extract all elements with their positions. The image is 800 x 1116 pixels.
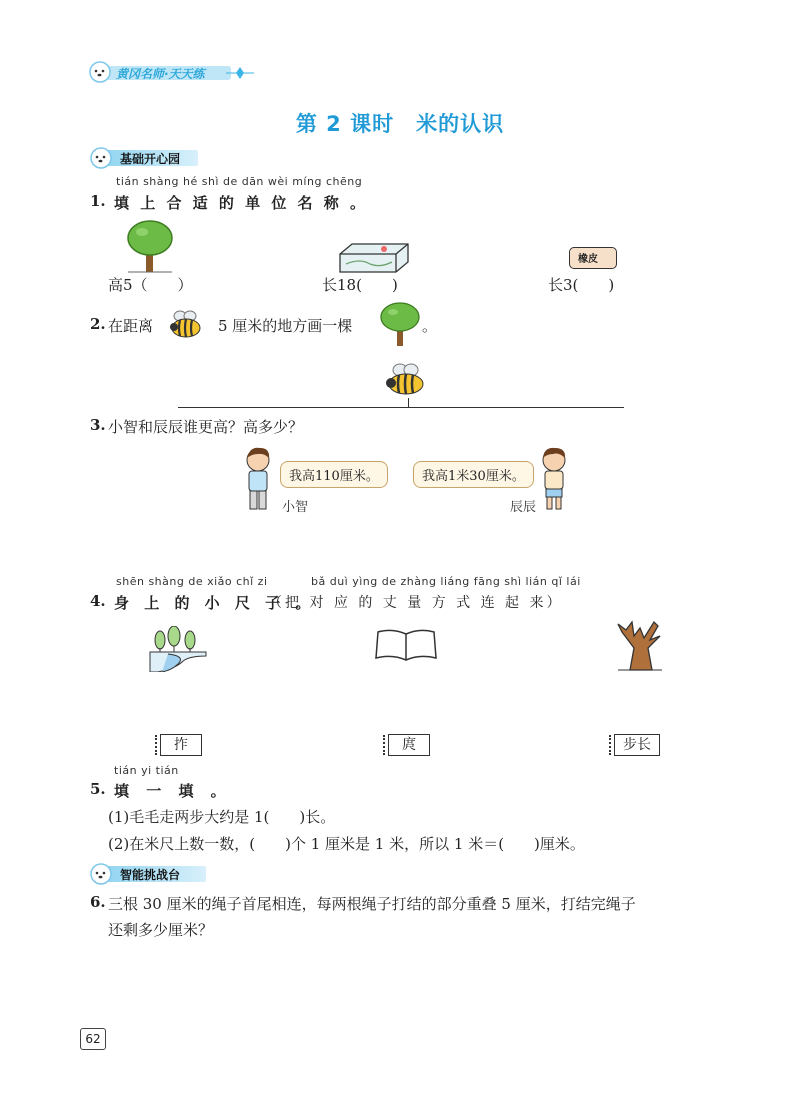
q1-text: 填 上 合 适 的 单 位 名 称 。 bbox=[114, 194, 369, 212]
q2-tick bbox=[408, 398, 409, 407]
q5-number: 5. bbox=[90, 780, 106, 798]
option-zha[interactable]: 拃 bbox=[160, 734, 202, 756]
river-trees-icon bbox=[148, 626, 208, 672]
q2-text-c: 。 bbox=[422, 317, 438, 335]
q1-answer-3[interactable]: 长3( ) bbox=[548, 276, 615, 294]
q1-pinyin: tián shàng hé shì de dān wèi míng chēng bbox=[116, 175, 363, 188]
q1-answer-2[interactable]: 长18( ) bbox=[322, 276, 398, 294]
option-tuo[interactable]: 庹 bbox=[388, 734, 430, 756]
q4-text-a: 身 上 的 小 尺 子 。 bbox=[114, 594, 316, 612]
page-title: 第 2 课时 米的认识 bbox=[295, 112, 505, 136]
q5-pinyin: tián yi tián bbox=[114, 764, 179, 777]
bear-icon bbox=[88, 862, 118, 886]
xiaozhi-bubble: 我高110厘米。 bbox=[280, 461, 388, 488]
chenchen-bubble: 我高1米30厘米。 bbox=[413, 461, 534, 488]
q3-number: 3. bbox=[90, 416, 106, 434]
xiaozhi-name: 小智 bbox=[282, 500, 309, 515]
bee-on-line-icon bbox=[380, 362, 430, 398]
section-basic-label: 基础开心园 bbox=[120, 152, 181, 166]
q6-number: 6. bbox=[90, 893, 106, 911]
q1-number: 1. bbox=[90, 192, 106, 210]
page-number: 62 bbox=[80, 1028, 106, 1050]
section-challenge bbox=[88, 862, 206, 884]
tree-stump-icon bbox=[614, 618, 666, 672]
eraser-text: 橡皮 bbox=[578, 254, 598, 265]
bear-icon bbox=[88, 146, 118, 170]
pencil-case-icon bbox=[336, 240, 412, 274]
q2-number: 2. bbox=[90, 315, 106, 333]
boy-chenchen-icon bbox=[534, 446, 574, 514]
brand-name: 黄冈名师·天天练 bbox=[116, 67, 205, 81]
q2-text-a: 在距离 bbox=[108, 317, 154, 335]
q4-pinyin-b: bǎ duì yìng de zhàng liáng fāng shì lián qǐ lái bbox=[311, 575, 581, 588]
q6-line-2: 还剩多少厘米？ bbox=[108, 921, 214, 939]
q5-line-1[interactable]: (1)毛毛走两步大约是 1( )长。 bbox=[108, 808, 336, 826]
q1-answer-1[interactable]: 高5（ ） bbox=[108, 276, 193, 294]
option-step-length[interactable]: 步长 bbox=[614, 734, 660, 756]
small-tree-icon bbox=[378, 300, 422, 348]
q6-line-1: 三根 30 厘米的绳子首尾相连，每两根绳子打结的部分重叠 5 厘米，打结完绳子 bbox=[108, 895, 636, 913]
q5-line-2[interactable]: (2)在米尺上数一数，( )个 1 厘米是 1 米，所以 1 米＝( )厘米。 bbox=[108, 835, 585, 853]
section-challenge-label: 智能挑战台 bbox=[120, 868, 181, 882]
book-icon bbox=[374, 628, 438, 662]
chenchen-name: 辰辰 bbox=[510, 500, 537, 515]
section-basic bbox=[88, 146, 198, 168]
boy-xiaozhi-icon bbox=[238, 446, 278, 514]
q4-pinyin-a: shēn shàng de xiǎo chǐ zi bbox=[116, 575, 268, 588]
q3-text: 小智和辰辰谁更高？高多少？ bbox=[108, 418, 304, 436]
q4-text-b: （把 对 应 的 丈 量 方 式 连 起 来） bbox=[268, 595, 564, 611]
q4-number: 4. bbox=[90, 592, 106, 610]
q2-text-b: 5 厘米的地方画一棵 bbox=[218, 317, 353, 335]
q2-baseline bbox=[178, 407, 624, 408]
q5-text: 填 一 填 。 bbox=[114, 782, 232, 800]
tree-icon bbox=[124, 218, 176, 274]
bee-icon bbox=[166, 310, 206, 340]
